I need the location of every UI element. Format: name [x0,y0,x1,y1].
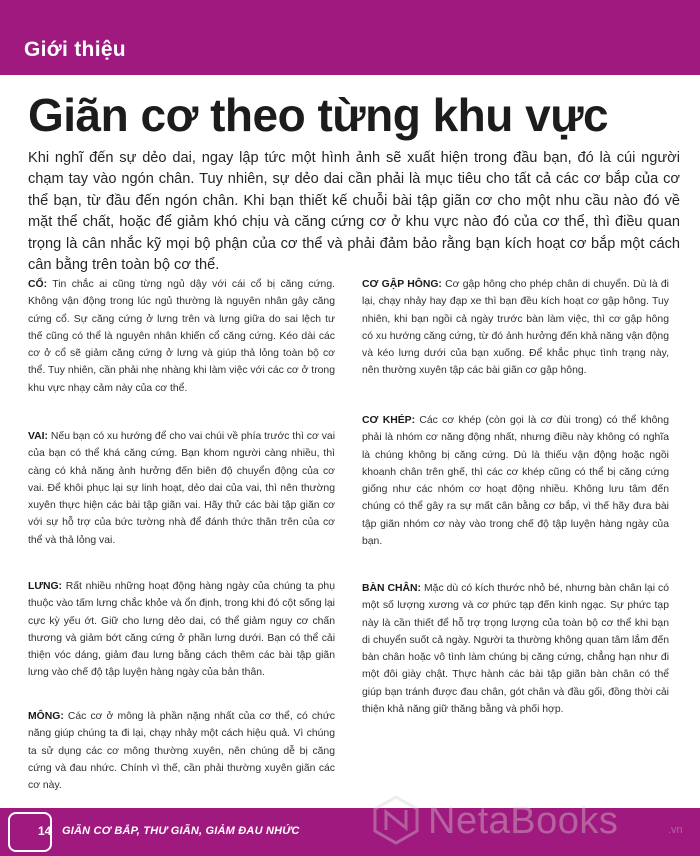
section-feet-term: BÀN CHÂN: [362,583,421,594]
section-neck-text: Tin chắc ai cũng từng ngủ dậy với cái cổ bị căng cứng. Không vận động trong lúc ngủ thường là nguyên nhân gây căng cứng cổ. Sự căng cứng ở lưng trên và lưng giữa do sai lệch tư thế cũng có thể là nguyên nhân khiến cổ căng cứng. Kéo dài các cơ ở cổ sẽ giảm căng cứng ở lưng và giúp thả lỏng toàn bộ cơ thể. Tuy nhiên, cần phải nhẹ nhàng khi làm việc với các cơ ở trong khu vực nhạy cảm này của cơ thể. [28,279,335,394]
section-shoulders [28,428,335,549]
section-adductors-text: Các cơ khép (còn gọi là cơ đùi trong) có thể không phải là nhóm cơ năng động nhất, nhưng điều này không có nghĩa là chúng không bị căng cứng. Dù là thiếu vận động hoặc ngồi khoanh chân trên ghế, thì các cơ khép cũng có thể bị căng cứng giống như các nhóm cơ hoạt động nhiều. Không lưu tâm đến chúng có thể gây ra sự mất cân bằng cơ bắp, vì thế hãy đưa bài tập giãn nhóm cơ này vào trong chế độ tập luyện hàng ngày của bạn. [362,415,669,548]
section-glutes-text: Các cơ ở mông là phần nặng nhất của cơ thể, có chức năng giúp chúng ta đi lại, chạy nhảy một cách hiệu quả. Vì chúng ta sử dụng các cơ mông thường xuyên, nên chúng dễ bị căng cứng và đau nhức. Chính vì thế, cần phải thường xuyên giãn các cơ này. [28,711,335,792]
section-glutes-term: MÔNG: [28,711,64,722]
section-feet-text: Mặc dù có kích thước nhỏ bé, nhưng bàn chân lại có một số lượng xương và cơ phức tạp đến kinh ngạc. Sự phức tạp này là cần thiết để hỗ trợ trọng lượng của toàn bộ cơ thể khi bạn di chuyển suốt cả ngày. Người ta thường không quan tâm lắm đến bàn chân hoặc vô tình làm chúng bị căng cứng, chẳng hạn như đi một đôi giày chật. Thực hành các bài tập giãn bàn chân có thể giúp bạn tránh được đau chân, gót chân và đầu gối, đồng thời cải thiện khả năng giữ thăng bằng và phối hợp. [362,583,669,716]
section-shoulders-text: Nếu bạn có xu hướng để cho vai chúi về phía trước thì cơ vai của bạn có thể khá căng cứng. Bạn khom người càng nhiều, thì càng có khả năng ảnh hưởng đến biên độ chuyển động của cơ vai. Để khôi phục lại sự linh hoạt, dẻo dai của vai, thì nên thường xuyên thực hiện các bài tập giãn vai. Hãy thử các bài tập giãn cơ với sự hỗ trợ của bức tường nhà để đánh thức thân trên của cơ thể và thả lỏng vai. [28,431,335,546]
page-number: 14 [38,824,52,838]
section-glutes [28,708,335,794]
section-adductors-term: CƠ KHÉP: [362,415,416,426]
section-back-text: Rất nhiều những hoạt động hàng ngày của chúng ta phụ thuộc vào tấm lưng chắc khỏe và ổn định, trong khi đó cột sống lại cực kỳ yếu ớt. Giữ cho lưng dẻo dai, có thể giảm nguy cơ chấn thương và giảm bớt căng cứng ở phần lưng dưới. Bạn có thể cải thiện vóc dáng, giảm đau lưng bằng cách thêm các bài tập giãn lưng vào chế độ tập luyện hàng ngày của bản thân. [28,581,335,679]
section-neck-term: CỔ: [28,279,48,290]
intro-paragraph: Khi nghĩ đến sự dẻo dai, ngay lập tức một hình ảnh sẽ xuất hiện trong đầu bạn, đó là cúi người chạm tay vào ngón chân. Tuy nhiên, sự dẻo dai cần phải là mục tiêu cho tất cả các cơ bắp của cơ thể bạn, từ đầu đến ngón chân. Khi bạn thiết kế chuỗi bài tập giãn cơ cho một nhu cầu nào đó về mặt thể chất, hoặc để giảm khó chịu và căng cứng cơ ở khu vực nào đó của cơ thể, thì điều quan trọng là cân nhắc kỹ mọi bộ phận của cơ thể và phải đảm bảo rằng bạn kích hoạt cơ bắp một cách cân bằng trên toàn bộ cơ thể. [28,150,680,274]
section-label: Giới thiệu [24,38,126,61]
watermark-suffix: .vn [668,824,683,836]
section-feet [362,580,669,718]
section-adductors [362,412,669,550]
watermark-text: NetaBooks [428,800,619,842]
section-hip-flexors-term: CƠ GẬP HÔNG: [362,279,442,290]
section-hip-flexors [362,276,669,380]
section-neck [28,276,335,397]
book-title: GIÃN CƠ BẮP, THƯ GIÃN, GIẢM ĐAU NHỨC [62,825,300,837]
page-title: Giãn cơ theo từng khu vực [28,89,609,141]
watermark-logo-icon [370,794,422,846]
watermark [370,790,690,850]
section-back-term: LƯNG: [28,581,63,592]
section-shoulders-term: VAI: [28,431,49,442]
section-back [28,578,335,682]
section-hip-flexors-text: Cơ gập hông cho phép chân di chuyển. Dù là đi lại, chạy nhảy hay đạp xe thì bạn đều kích hoạt cơ gập hông. Tuy nhiên, khi bạn ngồi cả ngày trước bàn làm việc, thì cơ gập hông có xu hướng căng cứng, từ đó ảnh hưởng đến khả năng vận động và kéo lưng dưới của bạn xuống. Để khắc phục tình trạng này, nên thường xuyên tập các bài giãn cơ gập hông. [362,279,669,377]
